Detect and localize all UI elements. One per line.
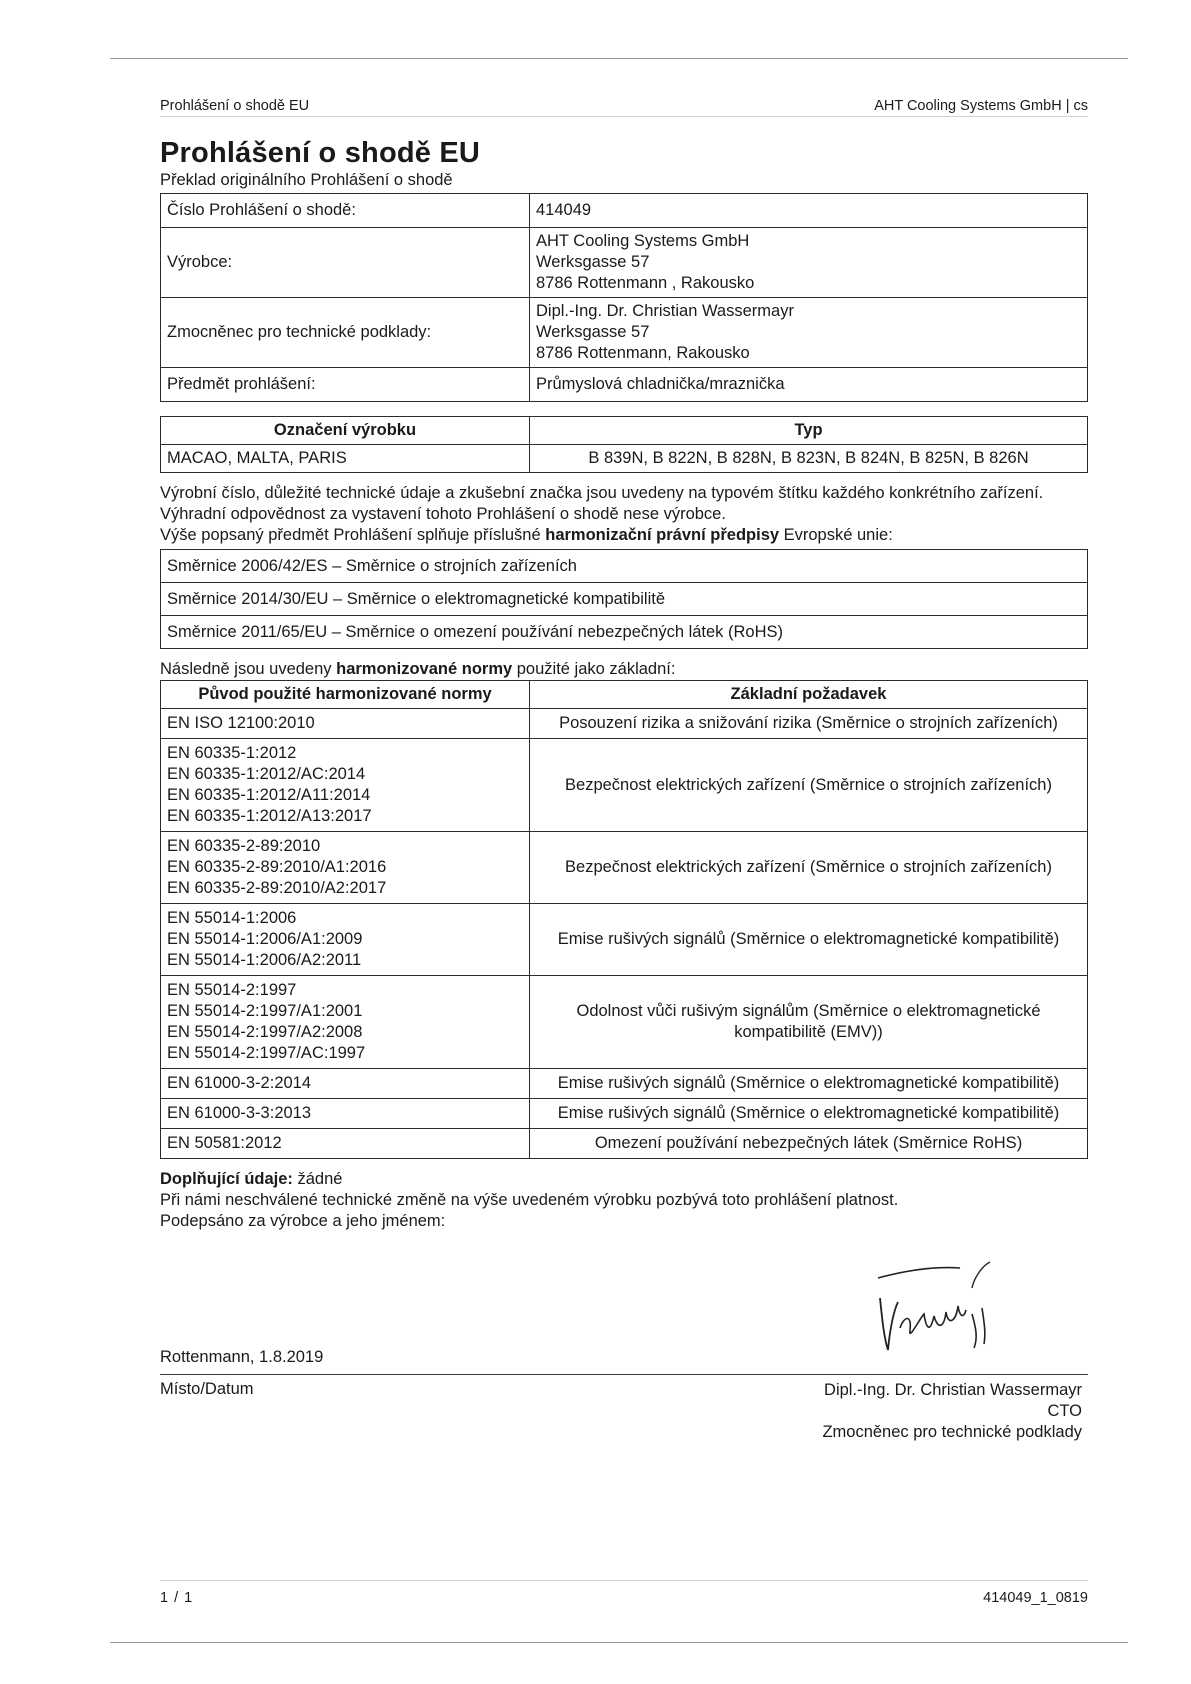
info-label: Předmět prohlášení:	[161, 368, 530, 402]
norm-standard: EN 60335-1:2012/AC:2014	[167, 765, 366, 783]
norm-standards	[161, 709, 530, 739]
directive-text: Směrnice 2006/42/ES – Směrnice o strojních zařízeních	[161, 550, 1088, 583]
info-label: Výrobce:	[161, 228, 530, 298]
info-value-line: 414049	[536, 201, 592, 219]
norm-standard: EN 61000-3-3:2013	[167, 1104, 312, 1122]
product-row	[161, 445, 1088, 473]
info-value-line: Werksgasse 57	[536, 253, 650, 271]
product-table	[160, 416, 1088, 473]
info-value-line: Průmyslová chladnička/mraznička	[536, 375, 785, 393]
info-row	[161, 228, 1088, 298]
norm-requirement: Posouzení rizika a snižování rizika (Směrnice o strojních zařízeních)	[530, 709, 1088, 739]
info-label: Zmocněnec pro technické podklady:	[161, 298, 530, 368]
info-value-line: Werksgasse 57	[536, 323, 650, 341]
norm-requirement: Odolnost vůči rušivým signálům (Směrnice o elektromagnetické kompatibilitě (EMV))	[530, 976, 1088, 1069]
signer-function: Zmocněnec pro technické podklady	[822, 1423, 1082, 1441]
directive-row	[161, 583, 1088, 616]
directive-text: Směrnice 2014/30/EU – Směrnice o elektromagnetické kompatibilitě	[161, 583, 1088, 616]
info-value	[530, 298, 1088, 368]
product-designation: MACAO, MALTA, PARIS	[161, 445, 530, 473]
norm-standard: EN 50581:2012	[167, 1134, 282, 1152]
product-header-designation: Označení výrobku	[161, 417, 530, 445]
norm-row	[161, 832, 1088, 904]
norm-standard: EN 60335-2-89:2010/A2:2017	[167, 879, 387, 897]
norm-standard: EN 60335-1:2012/A13:2017	[167, 807, 372, 825]
place-date-label: Místo/Datum	[160, 1380, 254, 1398]
norm-row	[161, 1129, 1088, 1159]
document-code: 414049_1_0819	[983, 1590, 1088, 1606]
product-types: B 839N, B 822N, B 828N, B 823N, B 824N, B 825N, B 826N	[530, 445, 1088, 473]
norm-standard: EN 60335-1:2012	[167, 744, 297, 762]
footer-divider	[160, 1580, 1088, 1581]
document-title: Prohlášení o shodě EU	[160, 137, 481, 169]
info-value-line: AHT Cooling Systems GmbH	[536, 232, 750, 250]
norm-requirement: Bezpečnost elektrických zařízení (Směrnice o strojních zařízeních)	[530, 832, 1088, 904]
compliance-text: Výše popsaný předmět Prohlášení splňuje příslušné harmonizační právní předpisy Evropské unie:	[160, 526, 893, 544]
norm-row	[161, 976, 1088, 1069]
signed-on-behalf: Podepsáno za výrobce a jeho jménem:	[160, 1212, 446, 1230]
norms-intro-text: Následně jsou uvedeny harmonizované normy použité jako základní:	[160, 660, 676, 678]
page-number: 1 / 1	[160, 1590, 194, 1606]
norm-standards	[161, 904, 530, 976]
directives-table	[160, 549, 1088, 649]
norm-standard: EN 55014-1:2006	[167, 909, 297, 927]
directive-row	[161, 616, 1088, 649]
norm-standard: EN 55014-1:2006/A2:2011	[167, 951, 362, 969]
norm-standards	[161, 1069, 530, 1099]
serial-info-text: Výrobní číslo, důležité technické údaje a zkušební značka jsou uvedeny na typovém štítku každého konkrétního zařízení.	[160, 484, 1044, 502]
signature-block	[160, 1238, 1088, 1441]
info-value-line: 8786 Rottenmann , Rakousko	[536, 274, 755, 292]
norm-standards	[161, 976, 530, 1069]
info-value-line: 8786 Rottenmann, Rakousko	[536, 344, 750, 362]
signer-name: Dipl.-Ing. Dr. Christian Wassermayr	[824, 1381, 1082, 1399]
document-body	[160, 136, 1088, 1441]
supplementary-info	[160, 1169, 1088, 1232]
product-header-type: Typ	[530, 417, 1088, 445]
validity-note: Při námi neschválené technické změně na výše uvedeném výrobku pozbývá toto prohlášení platnost.	[160, 1191, 899, 1209]
header-divider	[160, 116, 1088, 117]
norm-standards	[161, 832, 530, 904]
norm-standard: EN 61000-3-2:2014	[167, 1074, 312, 1092]
supplementary-line: Doplňující údaje: žádné	[160, 1170, 343, 1188]
signer-role: CTO	[1047, 1402, 1082, 1420]
info-value-line: Dipl.-Ing. Dr. Christian Wassermayr	[536, 302, 794, 320]
info-row	[161, 298, 1088, 368]
norm-requirement: Emise rušivých signálů (Směrnice o elektromagnetické kompatibilitě)	[530, 904, 1088, 976]
norm-row	[161, 1099, 1088, 1129]
norms-header-origin: Původ použité harmonizované normy	[161, 681, 530, 709]
place-and-date: Rottenmann, 1.8.2019	[160, 1348, 324, 1366]
norm-row	[161, 1069, 1088, 1099]
info-row	[161, 368, 1088, 402]
norm-requirement: Omezení používání nebezpečných látek (Směrnice RoHS)	[530, 1129, 1088, 1159]
norm-standard: EN 55014-2:1997/A1:2001	[167, 1002, 363, 1020]
directive-row	[161, 550, 1088, 583]
info-row	[161, 194, 1088, 228]
norm-row	[161, 904, 1088, 976]
harmonized-norms-table	[160, 680, 1088, 1159]
norm-row	[161, 739, 1088, 832]
signature-line	[160, 1374, 1088, 1375]
info-value	[530, 368, 1088, 402]
norm-standard: EN 55014-2:1997	[167, 981, 297, 999]
page-bottom-rule	[110, 1642, 1128, 1643]
norms-header-requirement: Základní požadavek	[530, 681, 1088, 709]
norm-row	[161, 709, 1088, 739]
norm-standard: EN 60335-1:2012/A11:2014	[167, 786, 371, 804]
info-label: Číslo Prohlášení o shodě:	[161, 194, 530, 228]
handwritten-signature	[860, 1258, 1020, 1358]
norm-requirement: Emise rušivých signálů (Směrnice o elektromagnetické kompatibilitě)	[530, 1099, 1088, 1129]
document-subtitle: Překlad originálního Prohlášení o shodě	[160, 171, 453, 189]
page-top-rule	[110, 58, 1128, 59]
header-left: Prohlášení o shodě EU	[160, 98, 310, 114]
norm-standards	[161, 1099, 530, 1129]
declaration-text	[160, 483, 1088, 546]
responsibility-text: Výhradní odpovědnost za vystavení tohoto Prohlášení o shodě nese výrobce.	[160, 505, 726, 523]
norm-standard: EN 60335-2-89:2010/A1:2016	[167, 858, 387, 876]
info-value	[530, 194, 1088, 228]
norm-requirement: Bezpečnost elektrických zařízení (Směrnice o strojních zařízeních)	[530, 739, 1088, 832]
norm-standards	[161, 1129, 530, 1159]
norm-standards	[161, 739, 530, 832]
norm-standard: EN ISO 12100:2010	[167, 714, 315, 732]
norm-standard: EN 55014-2:1997/AC:1997	[167, 1044, 366, 1062]
declaration-info-table	[160, 193, 1088, 402]
directive-text: Směrnice 2011/65/EU – Směrnice o omezení používání nebezpečných látek (RoHS)	[161, 616, 1088, 649]
info-value	[530, 228, 1088, 298]
signer-details	[822, 1380, 1082, 1443]
norm-requirement: Emise rušivých signálů (Směrnice o elektromagnetické kompatibilitě)	[530, 1069, 1088, 1099]
norm-standard: EN 60335-2-89:2010	[167, 837, 321, 855]
header-right: AHT Cooling Systems GmbH | cs	[874, 98, 1088, 114]
norm-standard: EN 55014-2:1997/A2:2008	[167, 1023, 363, 1041]
norm-standard: EN 55014-1:2006/A1:2009	[167, 930, 363, 948]
